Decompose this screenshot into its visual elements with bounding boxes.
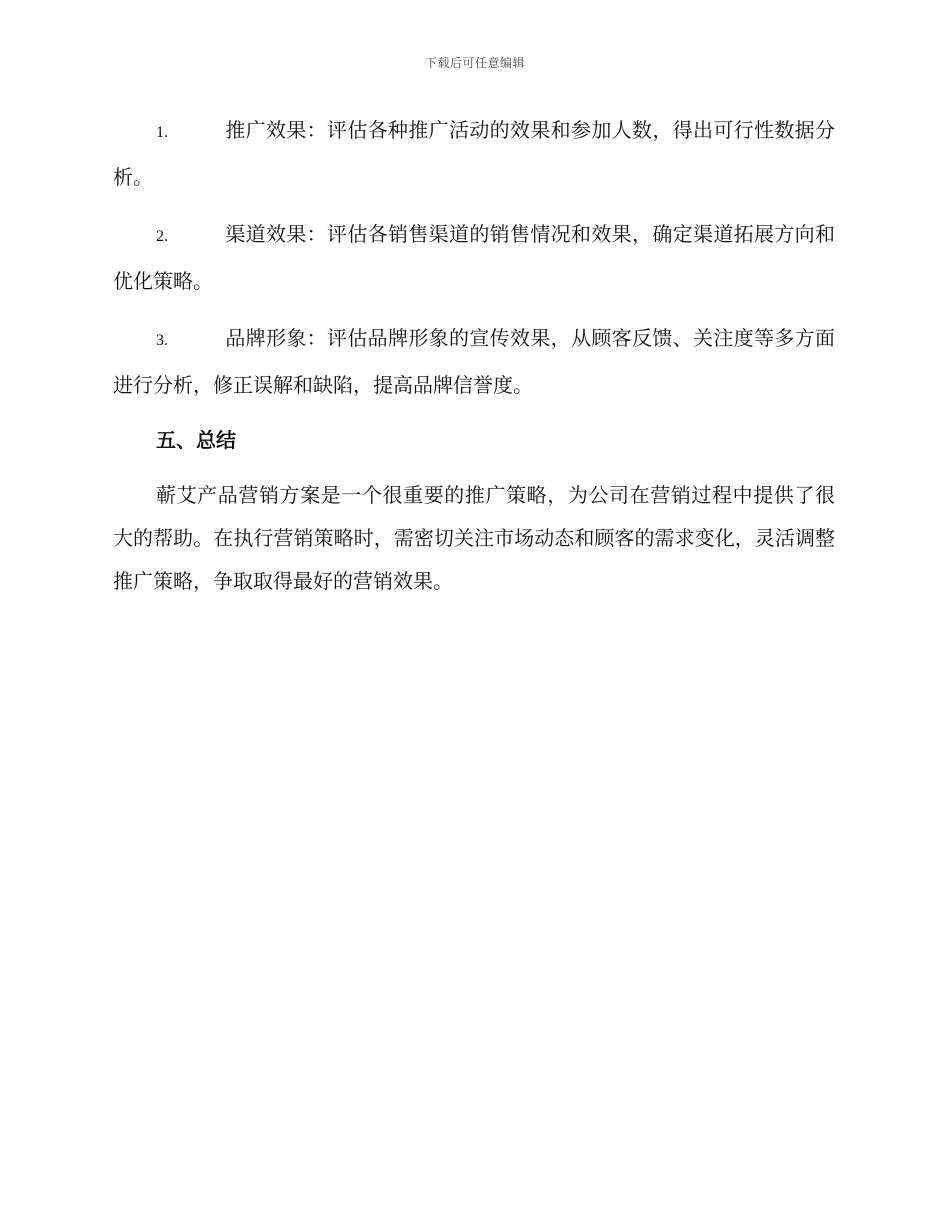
list-item-number: 1. [156,124,168,141]
list-item-number: 3. [156,332,168,349]
list-item [113,108,835,200]
list-item-number: 2. [156,228,168,245]
summary-paragraph: 蕲艾产品营销方案是一个很重要的推广策略，为公司在营销过程中提供了很大的帮助。在执行营销策略时，需密切关注市场动态和顾客的需求变化，灵活调整推广策略，争取取得最好的营销效果。 [113,483,835,593]
list-item-text: 品牌形象：评估品牌形象的宣传效果，从顾客反馈、关注度等多方面进行分析，修正误解和缺陷，提高品牌信誉度。 [113,326,835,397]
list-item-text: 推广效果：评估各种推广活动的效果和参加人数，得出可行性数据分析。 [113,118,835,189]
section-heading: 五、总结 [156,428,236,452]
list-item [113,316,835,408]
list-item-text: 渠道效果：评估各销售渠道的销售情况和效果，确定渠道拓展方向和优化策略。 [113,222,835,293]
document-body [113,108,835,603]
list-item [113,212,835,304]
header-note: 下载后可任意编辑 [424,56,525,70]
